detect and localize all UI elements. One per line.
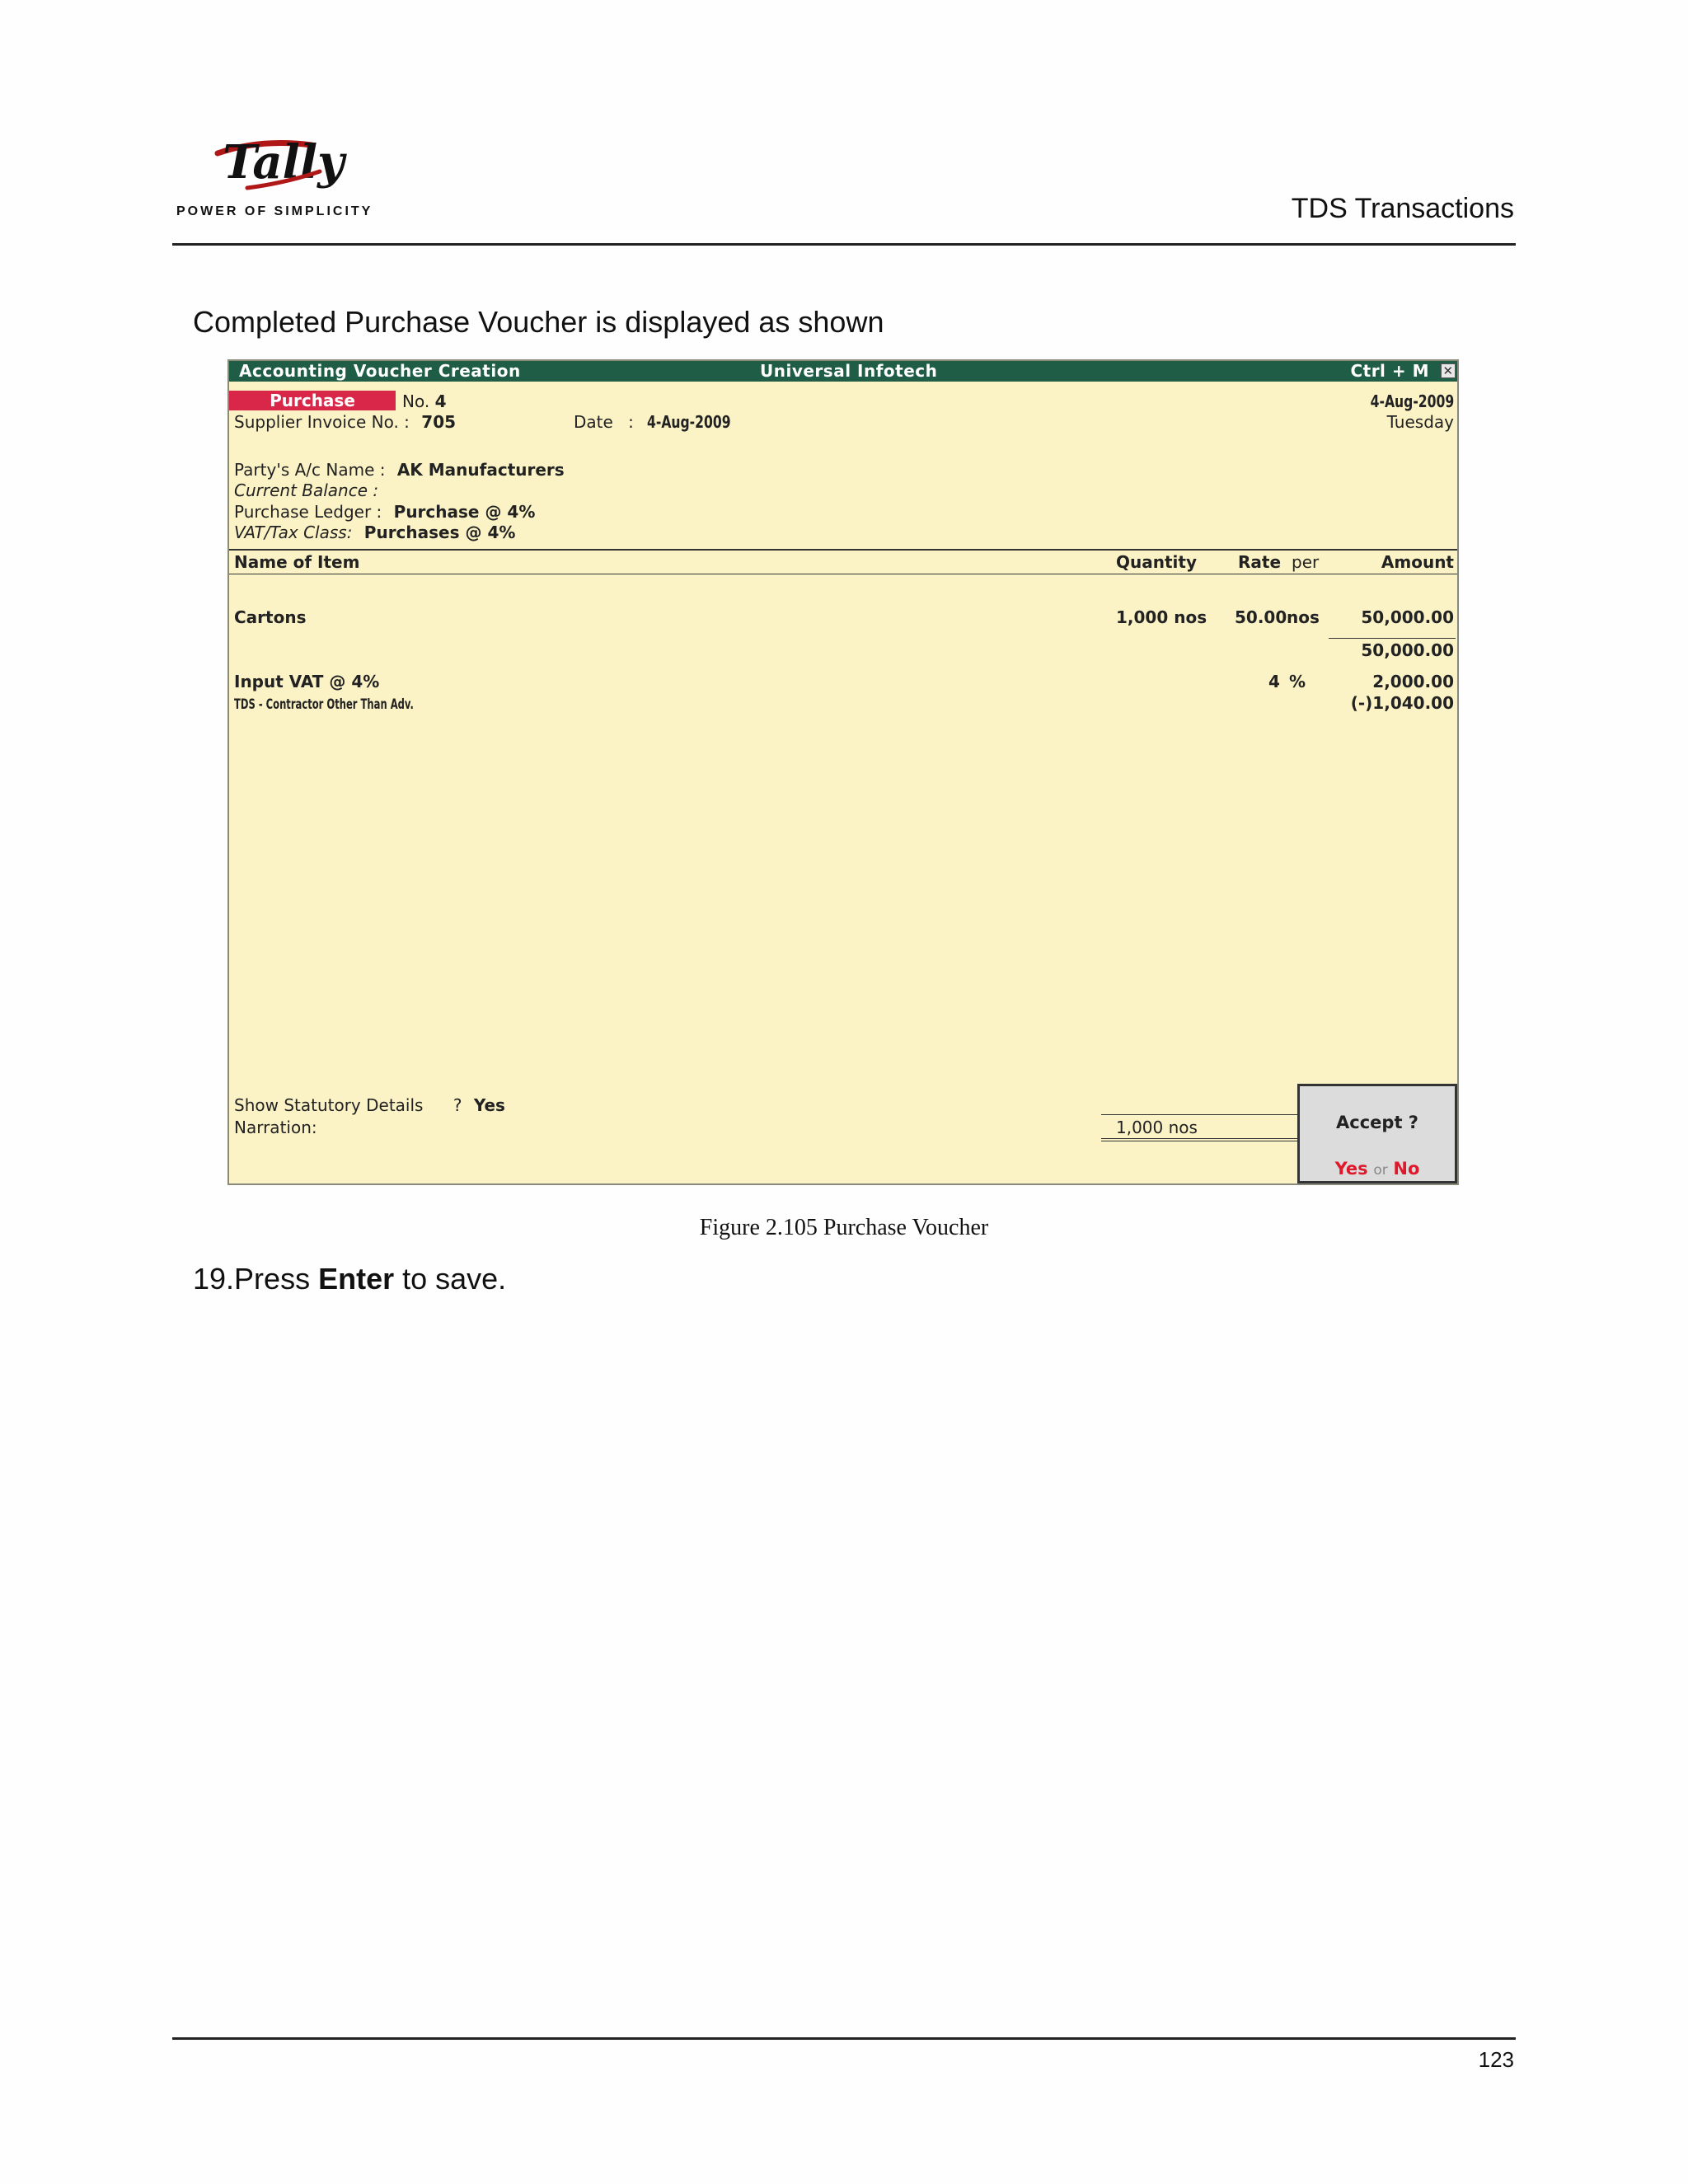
table-top-rule xyxy=(229,549,1457,551)
footer-divider xyxy=(172,2037,1516,2040)
step-prefix: 19.Press xyxy=(193,1262,319,1296)
accept-no-button[interactable]: No xyxy=(1393,1159,1420,1179)
date-label: Date xyxy=(574,412,613,432)
voucher-type-badge[interactable]: Purchase xyxy=(229,391,396,410)
vat-per: % xyxy=(1289,672,1306,691)
purchase-ledger-field xyxy=(234,502,535,522)
title-bar xyxy=(229,361,1457,382)
col-quantity: Quantity xyxy=(1116,552,1197,572)
tds-ledger-text[interactable]: TDS - Contractor Other Than Adv. xyxy=(234,696,414,713)
item-per[interactable]: nos xyxy=(1287,607,1320,627)
vat-ledger-name[interactable]: Input VAT @ 4% xyxy=(234,672,380,691)
invoice-date-value[interactable]: 4-Aug-2009 xyxy=(647,412,731,432)
current-balance-label: Current Balance : xyxy=(234,480,379,500)
vat-rate: 4 xyxy=(1268,672,1280,691)
window-title: Accounting Voucher Creation xyxy=(239,361,521,381)
company-name: Universal Infotech xyxy=(760,361,938,381)
close-icon[interactable]: ✕ xyxy=(1441,363,1456,378)
voucher-number xyxy=(402,391,446,411)
statutory-value[interactable]: Yes xyxy=(473,1095,505,1115)
col-amount: Amount xyxy=(1381,552,1454,572)
accept-yes-button[interactable]: Yes xyxy=(1334,1159,1368,1179)
figure-caption: Figure 2.105 Purchase Voucher xyxy=(699,1215,989,1240)
voucher-no-label: No. xyxy=(402,391,430,411)
accept-or: or xyxy=(1373,1162,1388,1179)
weekday: Tuesday xyxy=(1386,412,1454,432)
subtotal-rule xyxy=(1329,638,1456,639)
item-rate[interactable]: 50.00 xyxy=(1235,607,1287,627)
item-quantity[interactable]: 1,000 nos xyxy=(1116,607,1207,627)
date-sep: : xyxy=(628,412,634,432)
vat-class-field xyxy=(234,523,515,542)
header-divider xyxy=(172,243,1516,246)
accept-question: Accept ? xyxy=(1336,1113,1418,1132)
tds-ledger-name[interactable] xyxy=(234,693,498,713)
statutory-q: ? xyxy=(452,1095,462,1115)
purchase-ledger-value[interactable]: Purchase @ 4% xyxy=(393,502,536,522)
purchase-ledger-label: Purchase Ledger : xyxy=(234,502,382,522)
subtotal-amount: 50,000.00 xyxy=(1361,640,1454,660)
statutory-field xyxy=(234,1095,505,1115)
supplier-invoice-label: Supplier Invoice No. : xyxy=(234,412,410,432)
vat-class-label: VAT/Tax Class: xyxy=(234,523,353,542)
col-item: Name of Item xyxy=(234,552,360,572)
col-rate: Rate xyxy=(1238,552,1282,572)
accept-dialog xyxy=(1297,1084,1457,1183)
item-amount[interactable]: 50,000.00 xyxy=(1361,607,1454,627)
voucher-date-value[interactable]: 4-Aug-2009 xyxy=(1370,391,1454,411)
party-value[interactable]: AK Manufacturers xyxy=(396,460,565,480)
voucher-no-value[interactable]: 4 xyxy=(434,391,447,411)
statutory-label: Show Statutory Details xyxy=(234,1095,424,1115)
vat-class-value[interactable]: Purchases @ 4% xyxy=(363,523,516,542)
party-label: Party's A/c Name : xyxy=(234,460,386,480)
supplier-invoice-field xyxy=(234,412,456,432)
logo-tagline: POWER OF SIMPLICITY xyxy=(176,204,373,218)
party-field xyxy=(234,460,565,480)
section-title: TDS Transactions xyxy=(1291,193,1514,224)
narration-label: Narration: xyxy=(234,1118,317,1137)
vat-amount[interactable]: 2,000.00 xyxy=(1372,672,1454,691)
intro-text: Completed Purchase Voucher is displayed as shown xyxy=(193,305,884,339)
step-instruction xyxy=(193,1262,506,1296)
step-suffix: to save. xyxy=(394,1262,507,1296)
col-per: per xyxy=(1292,552,1320,572)
total-rule-1 xyxy=(1101,1138,1299,1139)
accept-options xyxy=(1300,1159,1455,1179)
supplier-invoice-value[interactable]: 705 xyxy=(421,412,457,432)
step-key: Enter xyxy=(318,1262,395,1296)
tally-logo xyxy=(211,132,345,198)
invoice-date-field xyxy=(574,412,755,432)
voucher-window xyxy=(227,359,1459,1185)
shortcut-hint: Ctrl + M xyxy=(1350,361,1429,381)
item-name[interactable]: Cartons xyxy=(234,607,307,627)
total-top-rule xyxy=(1101,1114,1299,1115)
tds-amount[interactable]: (-)1,040.00 xyxy=(1350,693,1454,713)
total-quantity: 1,000 nos xyxy=(1116,1118,1198,1137)
logo-word-text: Tally xyxy=(223,135,345,190)
voucher-date[interactable] xyxy=(1347,391,1454,411)
page-number: 123 xyxy=(1478,2047,1514,2072)
